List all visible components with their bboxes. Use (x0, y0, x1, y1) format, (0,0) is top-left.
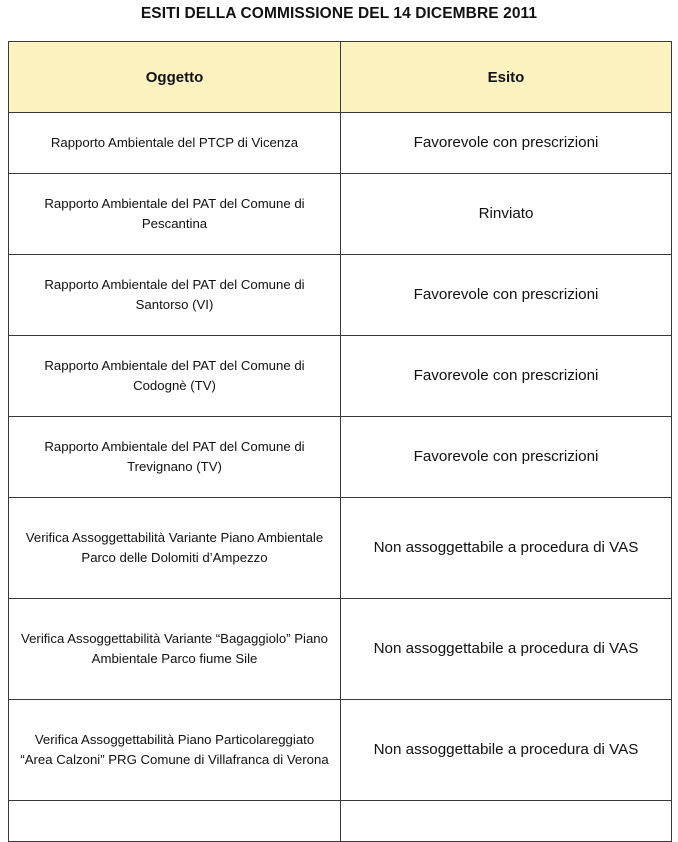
results-table (8, 41, 672, 842)
oggetto-cell: Rapporto Ambientale del PAT del Comune di Pescantina (9, 174, 341, 255)
esito-cell: Rinviato (341, 174, 672, 255)
oggetto-cell: Verifica Assoggettabilità Variante “Bagaggiolo” Piano Ambientale Parco fiume Sile (9, 599, 341, 700)
esito-cell: Favorevole con prescrizioni (341, 336, 672, 417)
table-row (9, 113, 672, 174)
esito-cell: Favorevole con prescrizioni (341, 113, 672, 174)
oggetto-cell: Verifica Assoggettabilità Piano Particolareggiato “Area Calzoni” PRG Comune di Villafranca di Verona (9, 700, 341, 801)
esito-cell: Non assoggettabile a procedura di VAS (341, 700, 672, 801)
column-header-oggetto: Oggetto (9, 42, 341, 113)
table-row (9, 700, 672, 801)
table-row-partial (9, 801, 672, 842)
table-row (9, 255, 672, 336)
table-row (9, 174, 672, 255)
oggetto-cell: Rapporto Ambientale del PAT del Comune di Trevignano (TV) (9, 417, 341, 498)
empty-cell (9, 801, 341, 842)
esito-cell: Favorevole con prescrizioni (341, 417, 672, 498)
table-row (9, 336, 672, 417)
esito-cell: Non assoggettabile a procedura di VAS (341, 599, 672, 700)
column-header-esito: Esito (341, 42, 672, 113)
table-row (9, 417, 672, 498)
esito-cell: Non assoggettabile a procedura di VAS (341, 498, 672, 599)
esito-cell: Favorevole con prescrizioni (341, 255, 672, 336)
table-row (9, 498, 672, 599)
page-title: ESITI DELLA COMMISSIONE DEL 14 DICEMBRE 2011 (140, 5, 538, 22)
empty-cell (341, 801, 672, 842)
oggetto-cell: Verifica Assoggettabilità Variante Piano Ambientale Parco delle Dolomiti d’Ampezzo (9, 498, 341, 599)
table-row (9, 599, 672, 700)
oggetto-cell: Rapporto Ambientale del PTCP di Vicenza (9, 113, 341, 174)
oggetto-cell: Rapporto Ambientale del PAT del Comune di Santorso (VI) (9, 255, 341, 336)
table-header-row (9, 42, 672, 113)
oggetto-cell: Rapporto Ambientale del PAT del Comune di Codognè (TV) (9, 336, 341, 417)
